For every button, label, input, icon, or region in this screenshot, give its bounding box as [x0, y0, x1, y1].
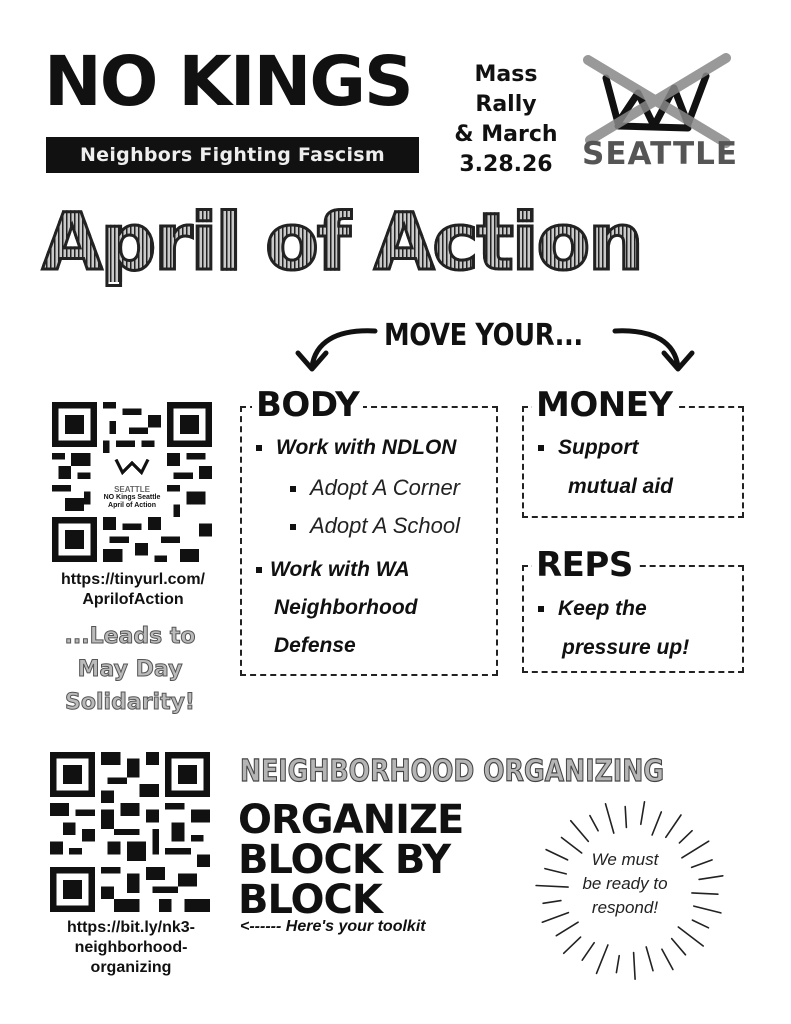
- tagline: Neighbors Fighting Fascism: [79, 144, 385, 166]
- burst-ray: [625, 807, 626, 828]
- url-line: organizing: [90, 959, 172, 976]
- body-sub-school: [290, 513, 460, 539]
- rally-line: Rally: [475, 92, 537, 117]
- we-must-be-ready: [560, 848, 690, 920]
- qr-center-line: April of Action: [108, 502, 156, 509]
- headline-april-of-action: April of Action: [42, 198, 642, 288]
- rally-date: 3.28.26: [459, 152, 553, 177]
- logo-seattle-text: SEATTLE: [582, 136, 739, 172]
- body-sub-label: Adopt A School: [310, 513, 461, 538]
- qr-center-line: NO Kings Seattle: [103, 494, 161, 501]
- reps-item-cont: pressure up!: [562, 636, 690, 659]
- burst-ray: [597, 945, 608, 973]
- body-item-wa: [256, 551, 417, 665]
- body-item-label: Work with WA: [270, 558, 410, 581]
- body-item-ndlon: [256, 436, 456, 460]
- leads-line: May Day: [77, 657, 183, 682]
- leads-to-may-day: [40, 620, 220, 719]
- burst-ray: [699, 876, 723, 880]
- reps-item-label: Keep the: [558, 597, 647, 620]
- leads-line: Solidarity!: [65, 690, 195, 715]
- title-no-kings: NO KINGS: [44, 42, 412, 122]
- burst-ray: [694, 906, 721, 913]
- qr1-url[interactable]: [40, 570, 226, 610]
- money-item-label: Support: [558, 436, 639, 459]
- qr2-url[interactable]: [56, 918, 206, 978]
- bullet-icon: [256, 445, 262, 451]
- url-line: neighborhood-: [74, 939, 188, 956]
- url-line: AprilofAction: [82, 591, 184, 608]
- reps-item: [538, 597, 647, 621]
- burst-ray: [672, 939, 686, 955]
- reps-heading: REPS: [532, 547, 637, 583]
- body-item-label: Neighborhood: [274, 596, 418, 619]
- url-line: https://tinyurl.com/: [61, 571, 205, 588]
- leads-line: ...Leads to: [64, 624, 196, 649]
- neighborhood-organizing-heading: NEIGHBORHOOD ORGANIZING: [240, 754, 665, 789]
- toolkit-pointer: <------ Here's your toolkit: [240, 918, 426, 935]
- body-sub-label: Adopt A Corner: [310, 475, 461, 500]
- bullet-icon: [256, 567, 262, 573]
- qr-center-label: [102, 486, 162, 510]
- burst-ray: [616, 956, 619, 973]
- burst-ray: [606, 804, 614, 833]
- bullet-icon: [290, 486, 296, 492]
- burst-ray: [543, 901, 561, 904]
- body-item-label: Defense: [274, 634, 356, 657]
- qr-code-neighborhood-organizing[interactable]: [50, 752, 210, 912]
- body-item-label: Work with NDLON: [276, 436, 457, 459]
- burst-line: respond!: [591, 898, 659, 917]
- bullet-icon: [290, 524, 296, 530]
- body-sub-corner: [290, 475, 460, 501]
- burst-ray: [692, 920, 708, 928]
- organize-line: ORGANIZE: [238, 797, 464, 843]
- burst-line: We must: [591, 850, 659, 869]
- move-your-heading: MOVE YOUR...: [384, 318, 583, 353]
- qr-center-line: SEATTLE: [114, 485, 150, 494]
- burst-line: be ready to: [582, 874, 668, 893]
- url-line: https://bit.ly/nk3-: [67, 919, 195, 936]
- burst-ray: [666, 815, 681, 837]
- burst-ray: [582, 943, 594, 961]
- money-item-cont: mutual aid: [568, 475, 674, 498]
- burst-ray: [679, 831, 692, 843]
- burst-ray: [571, 821, 589, 842]
- qr-code-april-of-action[interactable]: [52, 402, 212, 562]
- burst-ray: [652, 812, 661, 835]
- burst-ray: [641, 802, 645, 825]
- organize-block-by-block: [238, 797, 464, 923]
- rally-date-block: [436, 60, 576, 180]
- body-heading: BODY: [252, 387, 363, 423]
- money-item: [538, 436, 638, 460]
- burst-ray: [634, 953, 636, 980]
- burst-ray: [692, 893, 718, 894]
- burst-ray: [590, 816, 598, 831]
- money-heading: MONEY: [532, 387, 677, 423]
- organize-line: BLOCK BY: [238, 837, 451, 883]
- organize-line: BLOCK: [238, 877, 382, 923]
- burst-ray: [564, 937, 581, 953]
- rally-line: & March: [454, 122, 558, 147]
- burst-ray: [662, 949, 673, 969]
- burst-ray: [556, 922, 578, 936]
- rally-line: Mass: [474, 62, 538, 87]
- burst-ray: [692, 860, 713, 868]
- bullet-icon: [538, 445, 544, 451]
- burst-ray: [678, 927, 703, 946]
- burst-ray: [646, 947, 653, 971]
- bullet-icon: [538, 606, 544, 612]
